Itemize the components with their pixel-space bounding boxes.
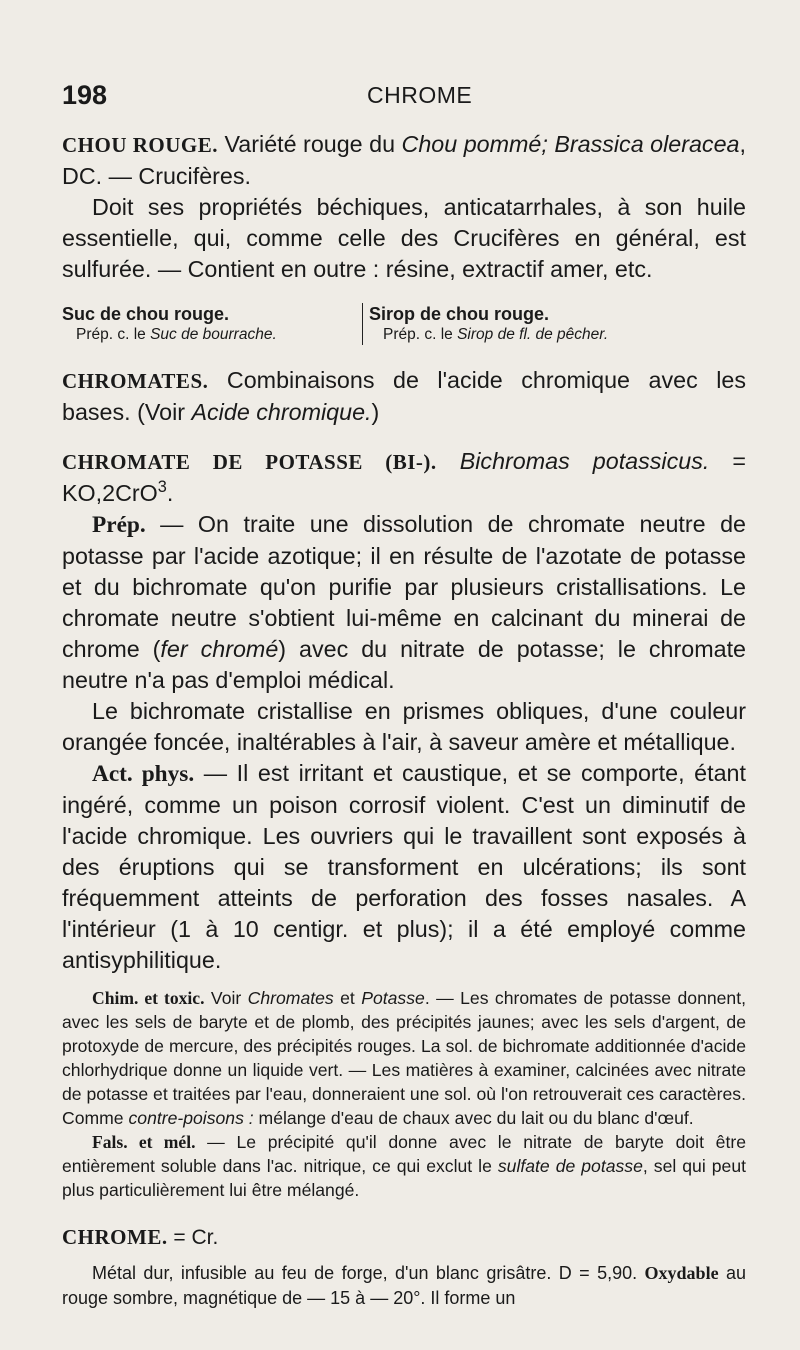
preparation-title: Suc de chou rouge. [62,304,230,324]
entry-heading: CHROMATE DE POTASSE (BI-). [62,450,437,474]
entry-heading: CHROMATES. [62,369,209,393]
entry-paragraph-chim-toxic: Chim. et toxic. Voir Chromates et Potasse. — Les chromates de potasse donnent, avec les sels de baryte et de plomb, des précipités jaunes; avec les sels d'argent, de protoxyde de mercure, des précipités rouges. La sol. de bichromate additionnée d'acide chlorhydrique donne un liquide vert. — Les matières à examiner, calcinées avec nitrate de potasse et traitées par l'eau, donneraient une sol. où l'on retrouverait ces caractères. Comme contre-poisons : mélange d'eau de chaux avec du lait ou du blanc d'œuf. [62,988,746,1128]
entry-chromate-de-potasse: CHROMATE DE POTASSE (BI-). Bichromas potassicus. = KO,2CrO$^3$. [62,448,746,506]
entry-paragraph: Le bichromate cristallise en prismes obliques, d'une couleur orangée foncée, inaltérables à l'air, à saveur amère et métallique. [62,698,746,755]
entry-chou-rouge: CHOU ROUGE. Variété rouge du Chou pommé; Brassica oleracea, DC. — Crucifères. [62,131,746,189]
entry-paragraph-act-phys: Act. phys. — Il est irritant et caustique, et se comporte, étant ingéré, comme un poison corrosif violent. C'est un diminutif de l'acide chromique. Les ouvriers qui le travaillent sont exposés à des éruptions qui se transforment en ulcérations; ils sont fréquemment atteints de perforation des fosses nasales. A l'intérieur (1 à 10 centigr. et plus); il a été employé comme antisyphilitique. [62,760,746,973]
page-body [62,129,746,1311]
entry-heading: CHOU ROUGE. [62,133,219,157]
entry-chrome: CHROME. = Cr. [62,1225,219,1249]
entry-paragraph: Doit ses propriétés béchiques, anticatarrhales, à son huile essentielle, qui, comme celle des Crucifères en général, est sulfurée. — Contient en outre : résine, extractif amer, etc. [62,194,746,282]
page-header [62,80,746,116]
preparation-sirop [362,303,608,345]
preparation-note: Prép. c. le Suc de bourrache. [76,326,277,343]
page-number: 198 [62,80,108,110]
entry-chromates: CHROMATES. Combinaisons de l'acide chromique avec les bases. (Voir Acide chromique.) [62,367,746,425]
entry-paragraph: Métal dur, infusible au feu de forge, d'un blanc grisâtre. D = 5,90. Oxydable au rouge sombre, magnétique de — 15 à — 20°. Il forme un [62,1263,746,1308]
entry-paragraph-falsifications: Fals. et mél. — Le précipité qu'il donne avec le nitrate de baryte doit être entièrement soluble dans l'ac. nitrique, ce qui exclut le sulfate de potasse, sel qui peut plus particulièrement lui être mélangé. [62,1132,746,1200]
running-head: CHROME [367,82,473,108]
entry-heading: CHROME. [62,1225,168,1249]
preparation-note: Prép. c. le Sirop de fl. de pêcher. [383,326,609,343]
entry-paragraph-prep: Prép. — On traite une dissolution de chromate neutre de potasse par l'acide azotique; il en résulte de l'azotate de potasse et du bichromate qu'on purifie par plusieurs cristallisations. Le chromate neutre s'obtient lui-même en calcinant du minerai de chrome (fer chromé) avec du nitrate de potasse; le chromate neutre n'a pas d'emploi médical. [62,511,746,693]
preparation-title: Sirop de chou rouge. [369,304,550,324]
preparations-columns [62,303,746,345]
preparation-suc [62,303,362,345]
